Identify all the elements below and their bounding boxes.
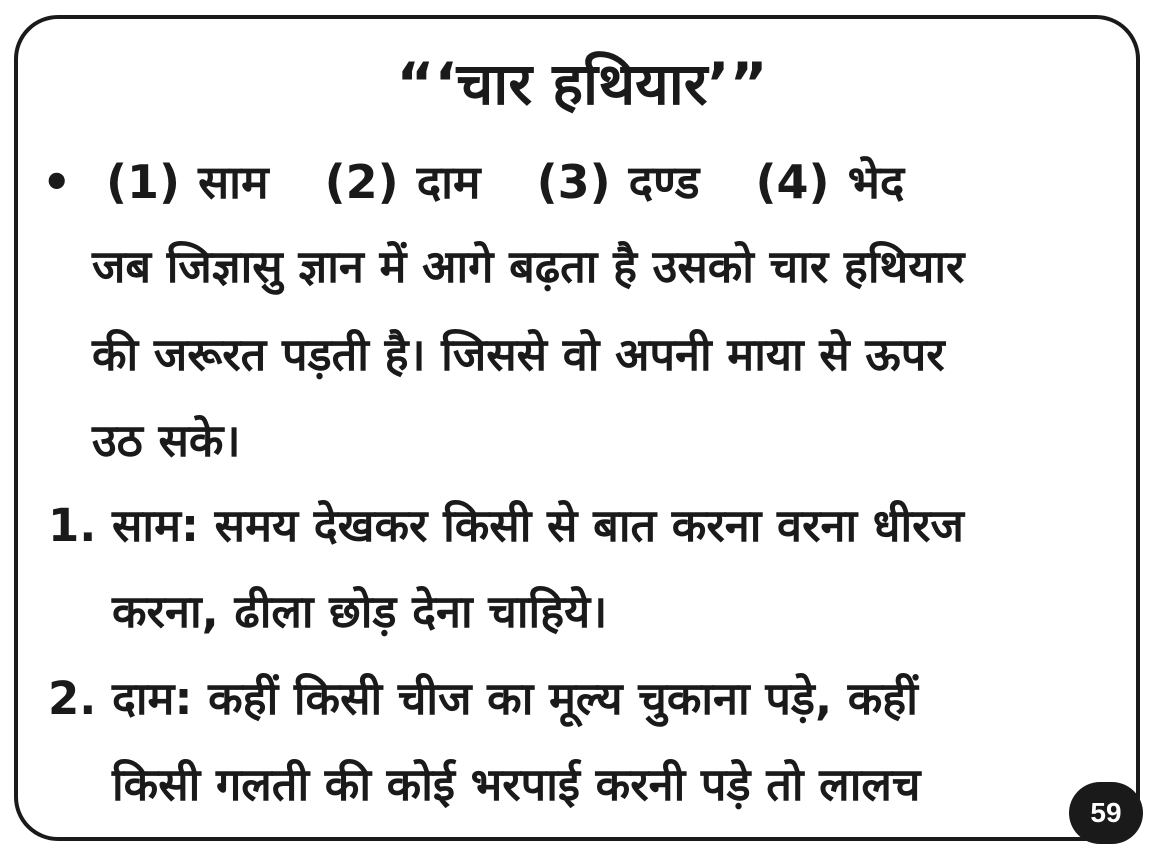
intro-line: की जरूरत पड़ती है। जिससे वो अपनी माया से ऊपर [92, 328, 945, 381]
weapon-item [537, 150, 700, 214]
page-number-badge: 59 [1069, 782, 1143, 844]
point-line: किसी गलती की कोई भरपाई करनी पड़े तो लालच [112, 758, 921, 811]
page-title: “‘चार हथियार’” [396, 50, 768, 118]
point-line: साम: समय देखकर किसी से बात करना वरना धीरज [112, 499, 964, 552]
weapon-item [106, 150, 269, 214]
point-line: दाम: कहीं किसी चीज का मूल्य चुकाना पड़े, कहीं [112, 672, 918, 725]
weapon-number: (3) [536, 155, 611, 209]
weapon-item [325, 150, 481, 214]
weapon-number: (1) [106, 155, 181, 209]
weapon-item [756, 150, 905, 214]
point-number: 2. [48, 672, 97, 725]
weapon-number: (4) [755, 155, 830, 209]
weapons-list [42, 150, 944, 214]
weapon-label: साम [198, 155, 269, 209]
weapon-label: दण्ड [628, 155, 700, 209]
point-line: करना, ढीला छोड़ देना चाहिये। [112, 585, 608, 638]
weapon-label: भेद [847, 155, 905, 209]
bullet-symbol: • [42, 155, 72, 209]
weapon-number: (2) [324, 155, 399, 209]
intro-line: उठ सके। [92, 414, 241, 467]
weapon-label: दाम [416, 155, 481, 209]
point-number: 1. [48, 499, 97, 552]
intro-line: जब जिज्ञासु ज्ञान में आगे बढ़ता है उसको चार हथियार [92, 240, 965, 293]
